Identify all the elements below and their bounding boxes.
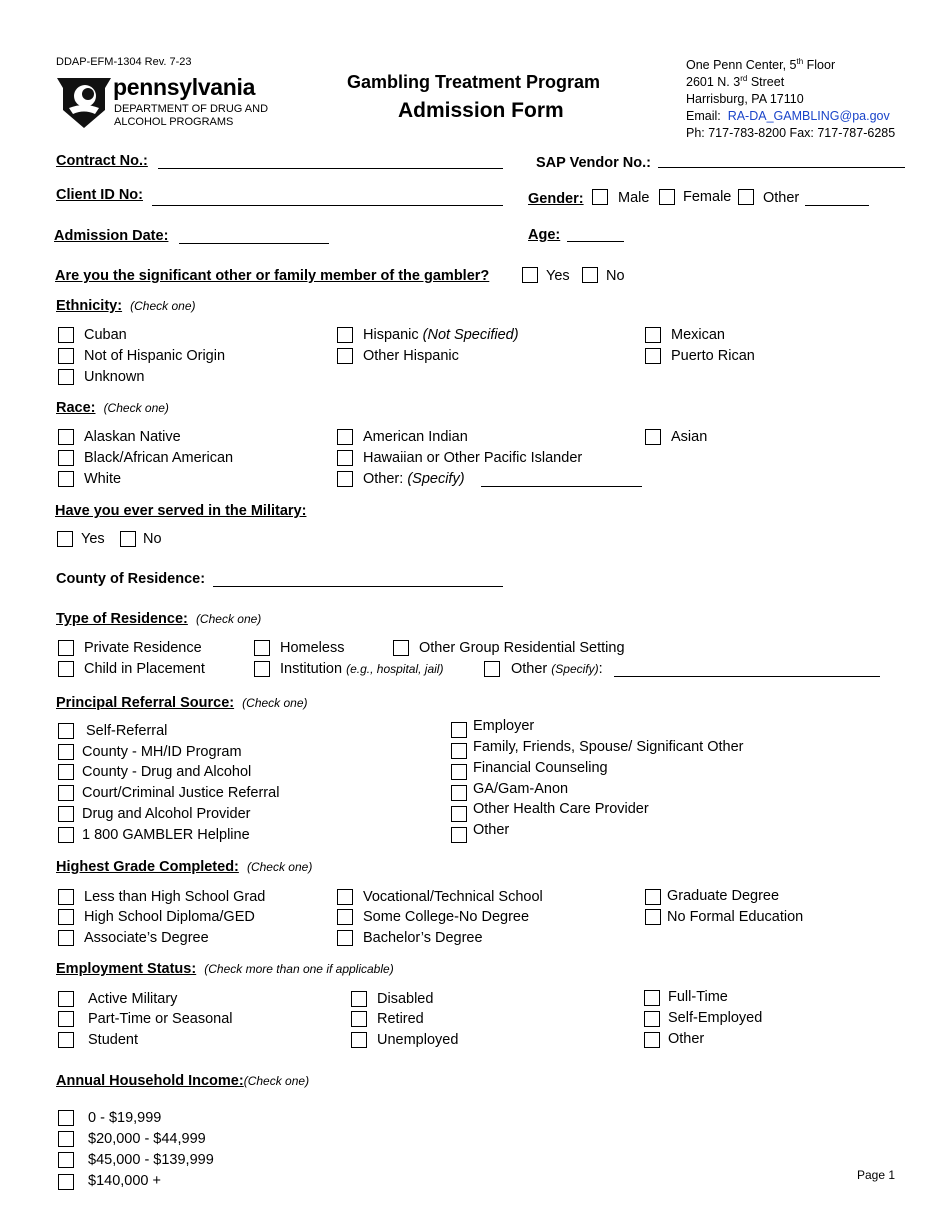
employment-student-checkbox[interactable] <box>58 1032 74 1048</box>
residence-other-group-label: Other Group Residential Setting <box>419 640 625 656</box>
referral-gaanon-label: GA/Gam-Anon <box>473 781 569 797</box>
grade-no-formal-checkbox[interactable] <box>645 909 661 925</box>
referral-family-checkbox[interactable] <box>451 743 467 759</box>
admission-date-field[interactable] <box>179 243 329 244</box>
employment-part-time-label: Part-Time or Seasonal <box>88 1011 233 1027</box>
income-r1-label: 0 - $19,999 <box>88 1110 162 1126</box>
race-american-indian-label: American Indian <box>363 429 468 445</box>
client-id-field[interactable] <box>152 205 503 206</box>
ethnicity-heading: Ethnicity: (Check one) <box>56 298 196 314</box>
gender-male-label: Male <box>618 190 650 206</box>
grade-hs-checkbox[interactable] <box>58 909 74 925</box>
race-black-label: Black/African American <box>84 450 234 466</box>
referral-mhid-label: County - MH/ID Program <box>82 744 242 760</box>
employment-student-label: Student <box>88 1032 138 1048</box>
ethnicity-other-hispanic-checkbox[interactable] <box>337 348 353 364</box>
referral-self-label: Self-Referral <box>86 723 168 739</box>
race-asian-label: Asian <box>671 429 708 445</box>
gender-male-checkbox[interactable] <box>592 189 608 205</box>
grade-some-college-label: Some College-No Degree <box>363 909 530 925</box>
referral-mhid-checkbox[interactable] <box>58 744 74 760</box>
grade-vocational-label: Vocational/Technical School <box>363 889 543 905</box>
sap-vendor-field[interactable] <box>658 167 905 168</box>
employment-disabled-label: Disabled <box>377 991 434 1007</box>
address-line2: 2601 N. 3rd Street <box>686 74 785 90</box>
referral-helpline-checkbox[interactable] <box>58 827 74 843</box>
email-link[interactable]: RA-DA_GAMBLING@pa.gov <box>727 109 890 123</box>
referral-provider-checkbox[interactable] <box>58 806 74 822</box>
sig-other-no-checkbox[interactable] <box>582 267 598 283</box>
grade-vocational-checkbox[interactable] <box>337 889 353 905</box>
sig-other-yes-label: Yes <box>546 268 570 284</box>
form-title-line2: Admission Form <box>398 99 564 122</box>
admission-date-label: Admission Date: <box>54 228 169 244</box>
referral-other-label: Other <box>473 822 510 838</box>
residence-homeless-label: Homeless <box>280 640 345 656</box>
grade-graduate-checkbox[interactable] <box>645 889 661 905</box>
race-alaskan-label: Alaskan Native <box>84 429 181 445</box>
grade-heading: Highest Grade Completed: (Check one) <box>56 859 313 875</box>
ethnicity-not-hispanic-checkbox[interactable] <box>58 348 74 364</box>
referral-gaanon-checkbox[interactable] <box>451 785 467 801</box>
employment-unemployed-label: Unemployed <box>377 1032 459 1048</box>
referral-family-label: Family, Friends, Spouse/ Significant Other <box>473 739 744 755</box>
grade-bachelor-checkbox[interactable] <box>337 930 353 946</box>
race-heading: Race: (Check one) <box>56 400 169 416</box>
employment-full-time-label: Full-Time <box>668 989 728 1005</box>
residence-other-label: Other (Specify): <box>511 661 603 677</box>
race-hawaiian-checkbox[interactable] <box>337 450 353 466</box>
race-other-specify-field[interactable] <box>481 486 642 487</box>
ethnicity-hispanic-checkbox[interactable] <box>337 327 353 343</box>
military-no-checkbox[interactable] <box>120 531 136 547</box>
residence-other-group-checkbox[interactable] <box>393 640 409 656</box>
ethnicity-puerto-rican-label: Puerto Rican <box>671 348 755 364</box>
race-black-checkbox[interactable] <box>58 450 74 466</box>
grade-no-formal-label: No Formal Education <box>667 909 804 925</box>
gender-female-label: Female <box>683 189 732 205</box>
grade-graduate-label: Graduate Degree <box>667 888 780 904</box>
military-yes-checkbox[interactable] <box>57 531 73 547</box>
income-r4-label: $140,000 + <box>88 1173 161 1189</box>
ethnicity-not-hispanic-label: Not of Hispanic Origin <box>84 348 226 364</box>
address-line3: Harrisburg, PA 17110 <box>686 92 804 106</box>
race-other-label: Other: (Specify) <box>363 471 465 487</box>
referral-health-label: Other Health Care Provider <box>473 801 649 817</box>
grade-hs-label: High School Diploma/GED <box>84 909 255 925</box>
residence-child-label: Child in Placement <box>84 661 205 677</box>
employment-retired-checkbox[interactable] <box>351 1011 367 1027</box>
residence-institution-label: Institution (e.g., hospital, jail) <box>280 661 444 677</box>
ethnicity-hispanic-label: Hispanic (Not Specified) <box>363 327 519 343</box>
residence-child-checkbox[interactable] <box>58 661 74 677</box>
race-hawaiian-label: Hawaiian or Other Pacific Islander <box>363 450 583 466</box>
race-alaskan-checkbox[interactable] <box>58 429 74 445</box>
gender-female-checkbox[interactable] <box>659 189 675 205</box>
referral-helpline-label: 1 800 GAMBLER Helpline <box>82 827 250 843</box>
referral-other-checkbox[interactable] <box>451 827 467 843</box>
county-label: County of Residence: <box>56 571 206 587</box>
employment-disabled-checkbox[interactable] <box>351 991 367 1007</box>
military-yes-label: Yes <box>81 531 105 547</box>
residence-homeless-checkbox[interactable] <box>254 640 270 656</box>
military-question: Have you ever served in the Military: <box>55 503 307 519</box>
race-white-label: White <box>84 471 122 487</box>
referral-self-checkbox[interactable] <box>58 723 74 739</box>
referral-provider-label: Drug and Alcohol Provider <box>82 806 251 822</box>
residence-private-checkbox[interactable] <box>58 640 74 656</box>
employment-retired-label: Retired <box>377 1011 424 1027</box>
income-r3-label: $45,000 - $139,999 <box>88 1152 214 1168</box>
gender-other-label: Other <box>763 190 800 206</box>
referral-health-checkbox[interactable] <box>451 806 467 822</box>
ethnicity-cuban-checkbox[interactable] <box>58 327 74 343</box>
ethnicity-unknown-label: Unknown <box>84 369 145 385</box>
race-asian-checkbox[interactable] <box>645 429 661 445</box>
referral-drug-county-label: County - Drug and Alcohol <box>82 764 252 780</box>
employment-active-military-label: Active Military <box>88 991 178 1007</box>
referral-financial-label: Financial Counseling <box>473 760 608 776</box>
logo-wordmark: pennsylvania <box>113 74 256 100</box>
ethnicity-mexican-label: Mexican <box>671 327 725 343</box>
residence-heading: Type of Residence: (Check one) <box>56 611 262 627</box>
age-field[interactable] <box>567 241 624 242</box>
employment-self-employed-label: Self-Employed <box>668 1010 763 1026</box>
employment-heading: Employment Status: (Check more than one if applicable) <box>56 961 394 977</box>
ethnicity-mexican-checkbox[interactable] <box>645 327 661 343</box>
grade-associate-label: Associate’s Degree <box>84 930 209 946</box>
income-r1-checkbox[interactable] <box>58 1110 74 1126</box>
military-no-label: No <box>143 531 162 547</box>
residence-private-label: Private Residence <box>84 640 202 656</box>
pa-keystone-logo <box>55 74 113 130</box>
ethnicity-other-hispanic-label: Other Hispanic <box>363 348 459 364</box>
employment-other-checkbox[interactable] <box>644 1032 660 1048</box>
race-white-checkbox[interactable] <box>58 471 74 487</box>
phone-fax-line: Ph: 717-783-8200 Fax: 717-787-6285 <box>686 126 896 140</box>
email-line: Email: RA-DA_GAMBLING@pa.gov <box>686 109 890 123</box>
gender-other-checkbox[interactable] <box>738 189 754 205</box>
ethnicity-puerto-rican-checkbox[interactable] <box>645 348 661 364</box>
income-heading: Annual Household Income:(Check one) <box>56 1073 310 1089</box>
address-line1: One Penn Center, 5th Floor <box>686 57 836 73</box>
referral-heading: Principal Referral Source: (Check one) <box>56 695 308 711</box>
gender-label: Gender: <box>528 191 584 207</box>
grade-associate-checkbox[interactable] <box>58 930 74 946</box>
client-id-label: Client ID No: <box>56 187 143 203</box>
income-r3-checkbox[interactable] <box>58 1152 74 1168</box>
employment-part-time-checkbox[interactable] <box>58 1011 74 1027</box>
referral-financial-checkbox[interactable] <box>451 764 467 780</box>
significant-other-question: Are you the significant other or family member of the gambler? <box>55 268 490 284</box>
income-r2-checkbox[interactable] <box>58 1131 74 1147</box>
referral-employer-label: Employer <box>473 718 535 734</box>
residence-other-specify-field[interactable] <box>614 676 880 677</box>
referral-employer-checkbox[interactable] <box>451 722 467 738</box>
referral-court-label: Court/Criminal Justice Referral <box>82 785 280 801</box>
employment-full-time-checkbox[interactable] <box>644 990 660 1006</box>
sig-other-no-label: No <box>606 268 625 284</box>
income-r2-label: $20,000 - $44,999 <box>88 1131 206 1147</box>
grade-less-hs-checkbox[interactable] <box>58 889 74 905</box>
sap-vendor-label: SAP Vendor No.: <box>536 155 651 171</box>
ethnicity-unknown-checkbox[interactable] <box>58 369 74 385</box>
residence-other-checkbox[interactable] <box>484 661 500 677</box>
sig-other-yes-checkbox[interactable] <box>522 267 538 283</box>
employment-unemployed-checkbox[interactable] <box>351 1032 367 1048</box>
logo-dept-line1: DEPARTMENT OF DRUG AND <box>114 103 269 115</box>
race-other-checkbox[interactable] <box>337 471 353 487</box>
employment-self-employed-checkbox[interactable] <box>644 1011 660 1027</box>
keystone-icon <box>55 74 113 130</box>
referral-drug-county-checkbox[interactable] <box>58 764 74 780</box>
page-number: Page 1 <box>857 1168 896 1182</box>
ethnicity-cuban-label: Cuban <box>84 327 127 343</box>
employment-other-label: Other <box>668 1031 705 1047</box>
income-r4-checkbox[interactable] <box>58 1174 74 1190</box>
age-label: Age: <box>528 227 561 243</box>
grade-less-hs-label: Less than High School Grad <box>84 889 266 905</box>
employment-active-military-checkbox[interactable] <box>58 991 74 1007</box>
referral-court-checkbox[interactable] <box>58 785 74 801</box>
county-field[interactable] <box>213 586 503 587</box>
form-title-line1: Gambling Treatment Program <box>347 72 601 92</box>
gender-other-field[interactable] <box>805 205 869 206</box>
grade-bachelor-label: Bachelor’s Degree <box>363 930 483 946</box>
contract-no-label: Contract No.: <box>56 153 148 169</box>
residence-institution-checkbox[interactable] <box>254 661 270 677</box>
contract-no-field[interactable] <box>158 168 503 169</box>
race-american-indian-checkbox[interactable] <box>337 429 353 445</box>
form-code: DDAP-EFM-1304 Rev. 7-23 <box>56 56 192 68</box>
logo-dept-line2: ALCOHOL PROGRAMS <box>114 116 234 128</box>
grade-some-college-checkbox[interactable] <box>337 909 353 925</box>
